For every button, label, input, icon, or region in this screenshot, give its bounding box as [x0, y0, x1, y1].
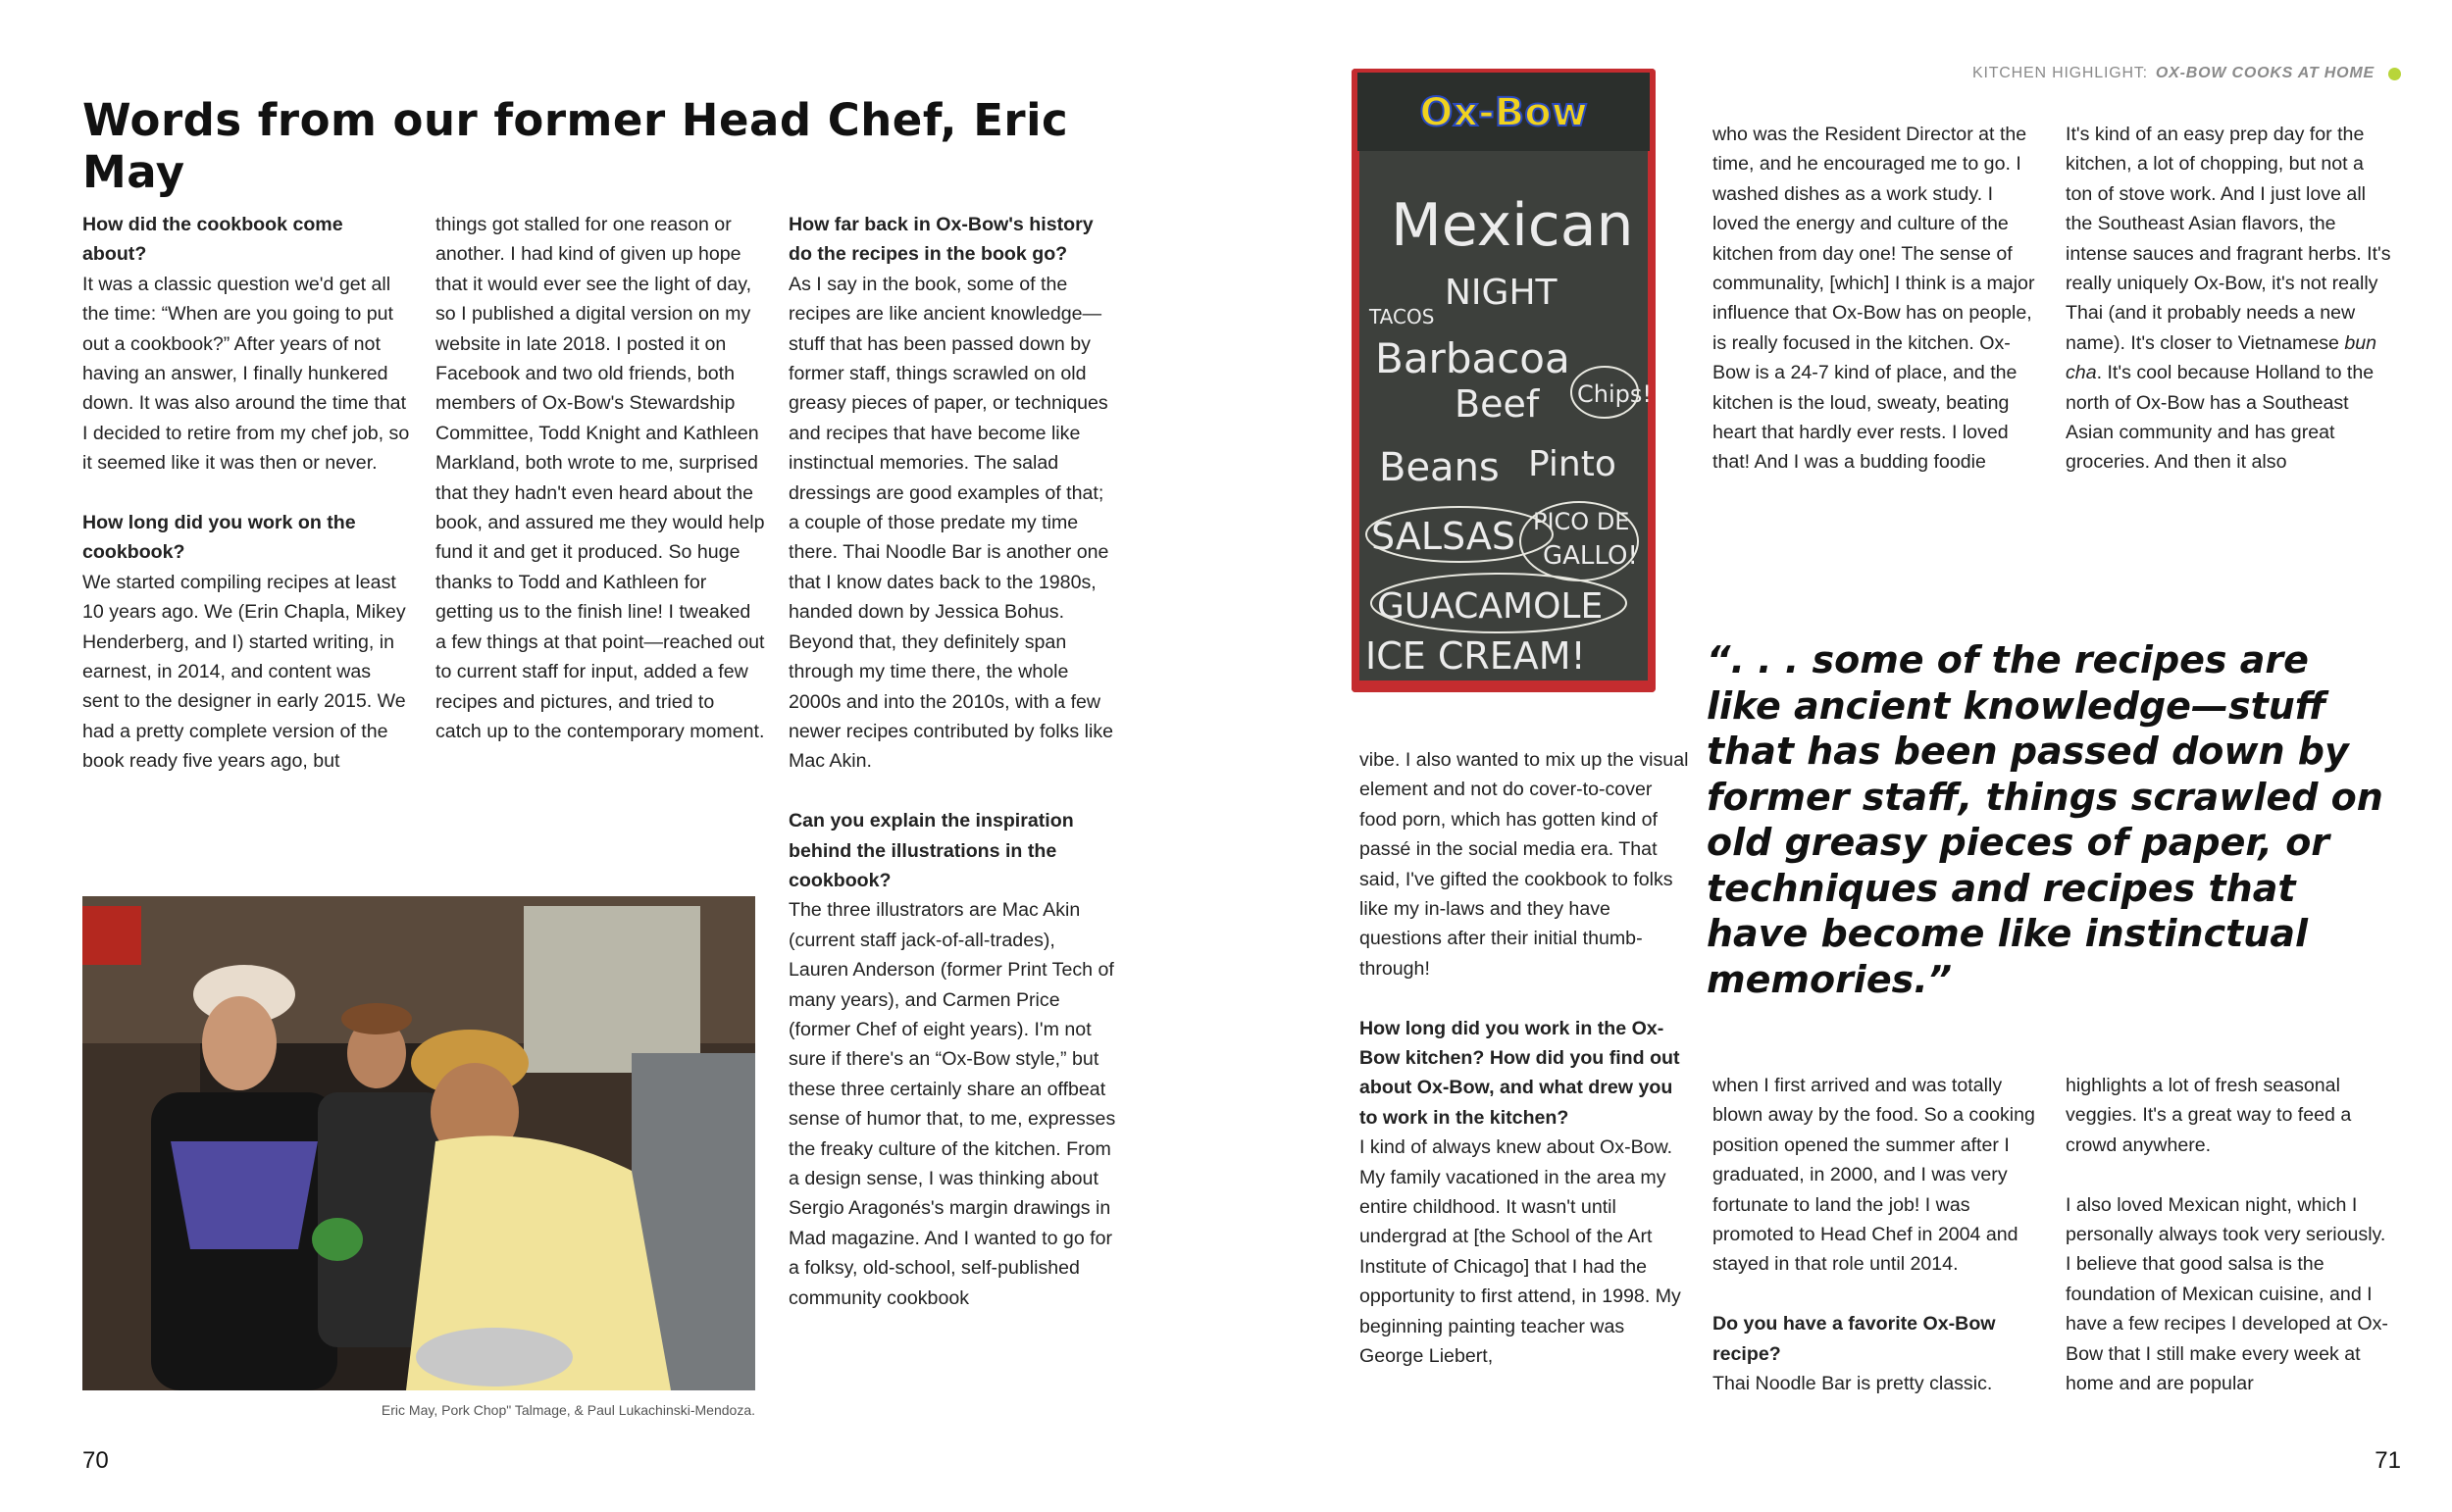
answer-paragraph: The three illustrators are Mac Akin (current staff jack-of-all-trades), Lauren Anderson (former Print Tech of many years), and Carmen Price (former Chef of eight years). I'm not sure if there's an “Ox-Bow style,” but these three certainly share an offbeat sense of humor that, to me, expresses the freaky culture of the kitchen. From a design sense, I was thinking about Sergio Aragonés's margin drawings in Mad magazine. And I wanted to go for a folksy, old-school, self-published community cookbook — [789, 899, 1116, 1309]
article-column-2 — [435, 210, 765, 746]
answer-paragraph: things got stalled for one reason or another. I had kind of given up hope that it would ever see the light of day, so I published a digital version on my website in late 2018. I posted it on Facebook and two old friends, both members of Ox-Bow's Stewardship Committee, Todd Knight and Kathleen Markland, both wrote to me, surprised that they hadn't even heard about the book, and assured me they would help fund it and get it produced. So huge thanks to Todd and Kathleen for getting us to the finish line! I tweaked a few things at that point—reached out to current staff for input, added a few recipes and pictures, and tried to catch up to the contemporary moment. — [435, 214, 765, 742]
question-heading: Can you explain the inspiration behind the illustrations in the cookbook? — [789, 810, 1074, 891]
article-column-4 — [1359, 745, 1689, 1372]
answer-paragraph: I also loved Mexican night, which I personally always took very seriously. I believe that good salsa is the foundation of Mexican cuisine, and I have a few recipes I developed at Ox-Bow that I still make every week at home and are popular — [2066, 1193, 2388, 1395]
answer-text: It's kind of an easy prep day for the kitchen, a lot of chopping, but not a ton of stove work. And I just love all the Southeast Asian flavors, the intense sauces and fragrant herbs. It's really uniquely Ox-Bow, it's not really Thai (and it probably needs a new name). It's closer to Vietnamese — [2066, 124, 2391, 354]
answer-italic-text: bun cha — [2066, 331, 2377, 384]
article-column-6-top — [2066, 120, 2395, 478]
question-heading: How long did you work in the Ox-Bow kitchen? How did you find out about Ox-Bow, and what drew you to work in the kitchen? — [1359, 1017, 1680, 1129]
question-heading: How far back in Ox-Bow's history do the recipes in the book go? — [789, 214, 1094, 266]
article-column-5-bottom — [1712, 1071, 2042, 1398]
article-column-1 — [82, 210, 412, 777]
chalkboard-menu-photo — [1352, 69, 1656, 692]
question-heading: Do you have a favorite Ox-Bow recipe? — [1712, 1313, 1996, 1365]
answer-paragraph: I kind of always knew about Ox-Bow. My family vacationed in the area my entire childhood. It wasn't until undergrad at [the School of the Art Institute of Chicago] that I had the opportunity to first attend, in 1998. My beginning painting teacher was George Liebert, — [1359, 1136, 1681, 1368]
board-line: NIGHT — [1445, 273, 1558, 313]
question-heading: How long did you work on the cookbook? — [82, 512, 356, 564]
answer-paragraph: vibe. I also wanted to mix up the visual element and not do cover-to-cover food porn, which has gotten kind of passé in the social media era. That said, I've gifted the cookbook to folks like my in-laws and they have questions after their initial thumb-through! — [1359, 749, 1689, 980]
answer-paragraph: who was the Resident Director at the time, and he encouraged me to go. I washed dishes as a work study. I loved the energy and culture of the kitchen from day one! The sense of communality, [which] I think is a major influence that Ox-Bow has on people, is really focused in the kitchen. Ox-Bow is a 24-7 kind of place, and the kitchen is the loud, sweaty, beating heart that hardly ever rests. I loved that! And I was a budding foodie — [1712, 124, 2035, 474]
kitchen-staff-photo — [82, 896, 755, 1390]
page-title: Words from our former Head Chef, Eric May — [82, 94, 1069, 198]
board-line: PICO DE — [1533, 508, 1630, 535]
board-line: Barbacoa — [1375, 334, 1570, 382]
answer-paragraph: highlights a lot of fresh seasonal veggies. It's a great way to feed a crowd anywhere. — [2066, 1075, 2352, 1156]
answer-paragraph: We started compiling recipes at least 10 years ago. We (Erin Chapla, Mikey Henderberg, and I) started writing, in earnest, in 2014, and content was sent to the designer in early 2015. We had a pretty complete version of the book ready five years ago, but — [82, 571, 406, 773]
article-column-5-top — [1712, 120, 2042, 478]
board-line: Pinto — [1528, 444, 1616, 484]
board-line: Beans — [1379, 445, 1500, 490]
board-line: GALLO! — [1543, 541, 1638, 571]
answer-paragraph: when I first arrived and was totally blown away by the food. So a cooking position opened the summer after I graduated, in 2000, and I was very fortunate to land the job! I was promoted to Head Chef in 2004 and stayed in that role until 2014. — [1712, 1075, 2035, 1276]
article-column-3 — [789, 210, 1118, 1313]
answer-text: . It's cool because Holland to the north of Ox-Bow has a Southeast Asian community and has great groceries. And then it also — [2066, 362, 2375, 474]
board-line: Mexican — [1391, 191, 1634, 260]
running-head — [1972, 65, 2401, 82]
board-line: TACOS — [1369, 305, 1435, 328]
answer-paragraph: It was a classic question we'd get all the time: “When are you going to put out a cookbook?” After years of not having an answer, I finally hunkered down. It was also around the time that I decided to retire from my chef job, so it seemed like it was then or never. — [82, 273, 410, 475]
photo-caption: Eric May, Pork Chop" Talmage, & Paul Lukachinski-Mendoza. — [381, 1402, 755, 1418]
page-number-right: 71 — [2375, 1447, 2401, 1474]
pull-quote: “. . . some of the recipes are like ancient knowledge—stuff that has been passed down by former staff, things scrawled on old greasy pieces of paper, or techniques and recipes that have become like instinctual memories.” — [1707, 638, 2383, 1001]
running-head-subject: OX-BOW COOKS AT HOME — [2155, 65, 2375, 81]
board-line: SALSAS — [1371, 515, 1515, 558]
page-number-left: 70 — [82, 1447, 109, 1474]
article-column-6-bottom — [2066, 1071, 2395, 1398]
answer-paragraph — [2066, 120, 2395, 478]
answer-paragraph: As I say in the book, some of the recipes are like ancient knowledge—stuff that has been passed down by former staff, things scrawled on old greasy pieces of paper, or techniques and recipes that have become like instinctual memories. The salad dressings are good examples of that; a couple of those predate my time there. Thai Noodle Bar is another one that I know dates back to the 1980s, handed down by Jessica Bohus. Beyond that, they definitely span through my time there, the whole 2000s and into the 2010s, with a few newer recipes contributed by folks like Mac Akin. — [789, 273, 1114, 773]
board-line: GUACAMOLE — [1377, 586, 1604, 627]
running-head-section: KITCHEN HIGHLIGHT: — [1972, 65, 2148, 81]
answer-paragraph: Thai Noodle Bar is pretty classic. — [1712, 1373, 1993, 1395]
board-line: Beef — [1455, 382, 1540, 426]
board-line: Chips! — [1577, 380, 1652, 408]
green-dot-icon — [2388, 68, 2401, 80]
board-line: ICE CREAM! — [1365, 634, 1586, 678]
board-header: Ox-Bow — [1419, 90, 1588, 135]
question-heading: How did the cookbook come about? — [82, 214, 343, 266]
